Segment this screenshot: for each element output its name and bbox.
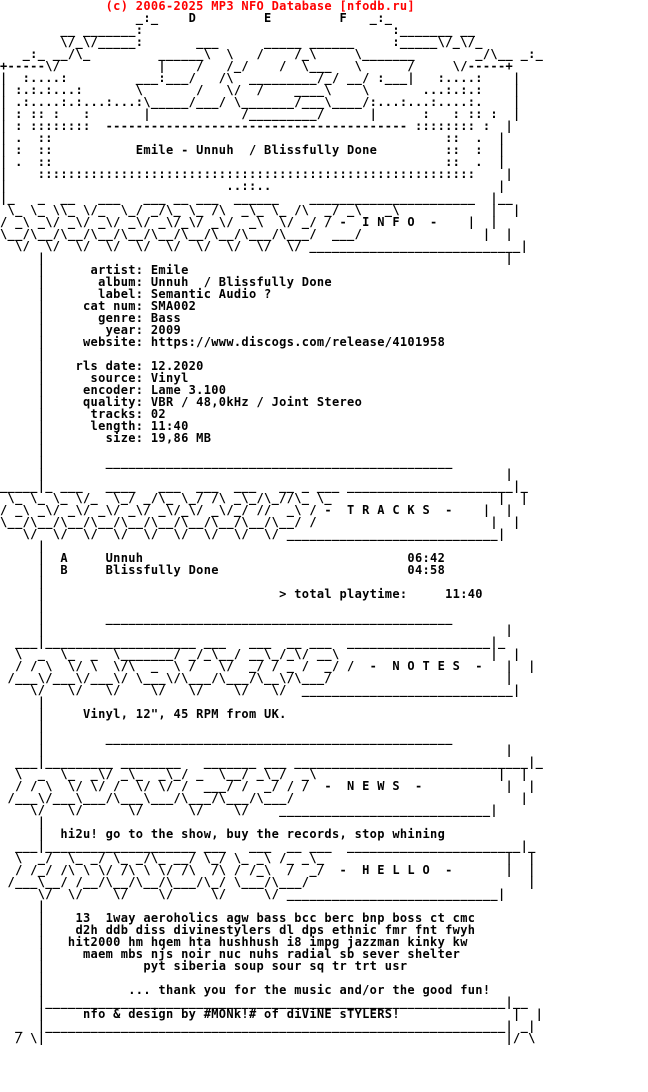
nfo-line: \ _/ \_ _/ \_ _/\_ __/ \_/ \_ _\ /_ _\_ | | bbox=[0, 851, 536, 865]
nfo-line: \ _ \_ _\/ _\_ _\_/ _ \__/ _\_/ _\ | | bbox=[0, 767, 529, 781]
nfo-line: \/_\/_____: ___ _____ ______ :_____\/_\/_ bbox=[0, 35, 483, 49]
nfo-line: | genre: Bass bbox=[0, 311, 182, 325]
nfo-line: | : :::::::: ---------------------------------------- :::::::: : | bbox=[0, 119, 514, 133]
nfo-line: / /_/ /\ \ \/ /\ \ \/ /\ /\ / /_\ / _/ - H E L L O - | | bbox=[0, 863, 536, 877]
nfo-line: \_ \_ \\_ \/_ \_/ _/\_ \_ /\ _\_ \_ /\ _/ _\ _\ | | bbox=[0, 203, 521, 217]
nfo-line: /___\/___\/___\/ \___\/\___/\___/\__\/\___/ | bbox=[0, 671, 514, 685]
nfo-line: | ..::.. | bbox=[0, 179, 506, 193]
nfo-line: | encoder: Lame 3.100 bbox=[0, 383, 227, 397]
nfo-line: | .:....:.:...:...:\_____/___/ \_______/___\____/:...:...:....:. | bbox=[0, 95, 521, 109]
nfo-line: | . :: :: . | bbox=[0, 131, 506, 145]
nfo-line: /___\/___\___/\___\___/\___/\___/\___/ | bbox=[0, 791, 529, 805]
nfo-line: _:_ D E F _:_ bbox=[0, 11, 393, 25]
nfodb-header-text: (c) 2006-2025 MP3 NFO Database [nfodb.ru] bbox=[0, 0, 415, 13]
nfo-line: | ... thank you for the music and/or the good fun! bbox=[0, 983, 491, 997]
nfo-line: / / \ \/ \/ / \/ \/ / ___/ / _/ / / - N E W S - | | bbox=[0, 779, 536, 793]
nfo-line: | bbox=[0, 695, 46, 709]
nfo-line: | label: Semantic Audio ? bbox=[0, 287, 272, 301]
nfo-line: | cat num: SMA002 bbox=[0, 299, 197, 313]
nfo-line: | bbox=[0, 539, 46, 553]
nfo-line: ___|_________ ________ _______ ___ _______________________________|_ bbox=[0, 755, 544, 769]
nfo-line: | A Unnuh 06:42 bbox=[0, 551, 446, 565]
nfo-line: | | bbox=[0, 467, 514, 481]
nfo-line: \__/\__/\__/\__/\__/\__/\__/\__/\__/\__/ / | | bbox=[0, 515, 521, 529]
nfo-line: | ______________________________________________ bbox=[0, 455, 453, 469]
nfo-line: \/ \/ \/ \/ \/ \/ \/ \/ \/ ____________________________| bbox=[0, 527, 506, 541]
nfo-line: | artist: Emile bbox=[0, 263, 189, 277]
nfo-line: | bbox=[0, 443, 46, 457]
nfo-line: | . :: :: . | bbox=[0, 155, 506, 169]
nfo-line: | source: Vinyl bbox=[0, 371, 189, 385]
nfo-line: | bbox=[0, 575, 46, 589]
nfo-line: | rls date: 12.2020 bbox=[0, 359, 204, 373]
nfo-line: | | bbox=[0, 251, 514, 265]
nfo-line: | : :: Emile - Unnuh / Blissfully Done :: : | bbox=[0, 143, 506, 157]
nfo-line: | ______________________________________________ bbox=[0, 611, 453, 625]
nfo-line: / \| |/ \ bbox=[0, 1031, 536, 1045]
nfo-line: | B Blissfully Done 04:58 bbox=[0, 563, 446, 577]
nfo-line: \/ \/ \/ \/ \/ ____________________________| bbox=[0, 803, 498, 817]
nfo-line: __ _______: :_______ __ bbox=[0, 23, 476, 37]
nfo-line: \/ \/ \/ \/ \/ \/ \/ \/ \/ \/ ____________________________| bbox=[0, 239, 529, 253]
nfo-line bbox=[0, 1056, 648, 1068]
nfo-line: | hit2000 hm hqem hta hushhush i8 impg jazzman kinky kw bbox=[0, 935, 468, 949]
nfo-line: | : :: : : | /_________/ | : : :: : | bbox=[0, 107, 521, 121]
nfo-line: \/ \/ \/ \/ \/ \/ \/ ____________________________| bbox=[0, 683, 521, 697]
nfo-line: | bbox=[0, 347, 46, 361]
nfo-line: \ _ \_ _ \_______/ _/_\__/ __\_/_\/ __\ | | bbox=[0, 647, 521, 661]
nfo-line: | maem mbs njs noir nuc nuhs radial sb sever shelter bbox=[0, 947, 461, 961]
nfo-line: | ______________________________________________ bbox=[0, 731, 453, 745]
nfo-line: | bbox=[0, 971, 46, 985]
nfo-line: / _\ _\/ _\/ _\/ _\/ _\/_\/ _\/ _\ \/ _/ / - I N F O - | | bbox=[0, 215, 498, 229]
nfo-line: | album: Unnuh / Blissfully Done bbox=[0, 275, 332, 289]
nfo-line bbox=[0, 1044, 648, 1056]
nfo-line: | website: https://www.discogs.com/release/4101958 bbox=[0, 335, 446, 349]
nfo-line: | nfo & design by #MONk!# of diViNE sTYLERS! | | bbox=[0, 1007, 544, 1021]
nfo-line: \__/\__/\__/\__/\__/\__/\__/\__/\___/\___/ ___/ | | bbox=[0, 227, 514, 241]
nfo-line: ___|____________________ ___ ___ __ ___ _______________________|_ bbox=[0, 839, 536, 853]
nfo-line: | :::::::::::::::::::::::::::::::::::::::::::::::::::::::::: | bbox=[0, 167, 514, 181]
nfo-line: | d2h ddb diss divinestylers dl dps ethnic fmr fnt fwyh bbox=[0, 923, 476, 937]
nfo-line: _ |_____________________________________________________________| _| bbox=[0, 1019, 536, 1033]
nfo-line: | quality: VBR / 48,0kHz / Joint Stereo bbox=[0, 395, 363, 409]
nfo-line: | | bbox=[0, 743, 514, 757]
nfo-line: | > total playtime: 11:40 bbox=[0, 587, 483, 601]
nfo-line: | tracks: 02 bbox=[0, 407, 166, 421]
nfo-line: | bbox=[0, 899, 46, 913]
nfo-line: | :.:.:...: \ / \/ / ____\ \ ...:.:.: | bbox=[0, 83, 521, 97]
nfo-line: | | bbox=[0, 623, 514, 637]
nfo-line: +-----\/ | / /_/ / \___ \ / \/-----+ bbox=[0, 59, 514, 73]
nfo-line: | 13 1way aeroholics agw bass bcc berc bnp boss ct cmc bbox=[0, 911, 476, 925]
nfo-line: | bbox=[0, 719, 46, 733]
nfo-line: | pyt siberia soup sour sq tr trt usr bbox=[0, 959, 408, 973]
nfo-line: | bbox=[0, 599, 46, 613]
nfo-line: | Vinyl, 12", 45 RPM from UK. bbox=[0, 707, 287, 721]
nfo-line: | year: 2009 bbox=[0, 323, 182, 337]
nfo-line: \_ \_ \_ \/_ \_/ _/\_ \_/ /\ _\_/\_//\_ \_ | | bbox=[0, 491, 529, 505]
nfo-line: |_ _ __ ___ ___ __ ___ ______ ______________________ |__ bbox=[0, 191, 514, 205]
nfo-line: | bbox=[0, 815, 46, 829]
nfo-line: | size: 19,86 MB bbox=[0, 431, 212, 445]
nfo-line: ___|____________________ ___ ___ __ ___ ___________________|_ bbox=[0, 635, 506, 649]
nfo-line: |_____________________________________________________________|__ bbox=[0, 995, 529, 1009]
nfo-line: | length: 11:40 bbox=[0, 419, 189, 433]
nfo-line: | :....: ___:___/ /\ _________/_/ __/ :___| :....: | bbox=[0, 71, 521, 85]
nfo-line: / _\ _\/ _\/ _\/ _\/ _\/_\/ _\/_/ // _\ / - T R A C K S - | | bbox=[0, 503, 514, 517]
nfo-line: | hi2u! go to the show, buy the records, stop whining bbox=[0, 827, 446, 841]
nfo-line: /___\__/ /__/\__/\__/\___/\_/ \___/\___/ | bbox=[0, 875, 536, 889]
nfo-line: _:_ __/\_ ______\ \ / /_\ \_______ _/\__ _:_ bbox=[0, 47, 544, 61]
nfo-line: \/ \/ \/ \/ \/ \/ ____________________________| bbox=[0, 887, 506, 901]
nfo-line: _____|_ ___ ____ ___ ___ ___ __ _ ___ ______________________|_ bbox=[0, 479, 529, 493]
nfo-line: / / \ \/ \ \/\ _ \ / \/ _/ / _ / _/ / - N O T E S - | | bbox=[0, 659, 536, 673]
